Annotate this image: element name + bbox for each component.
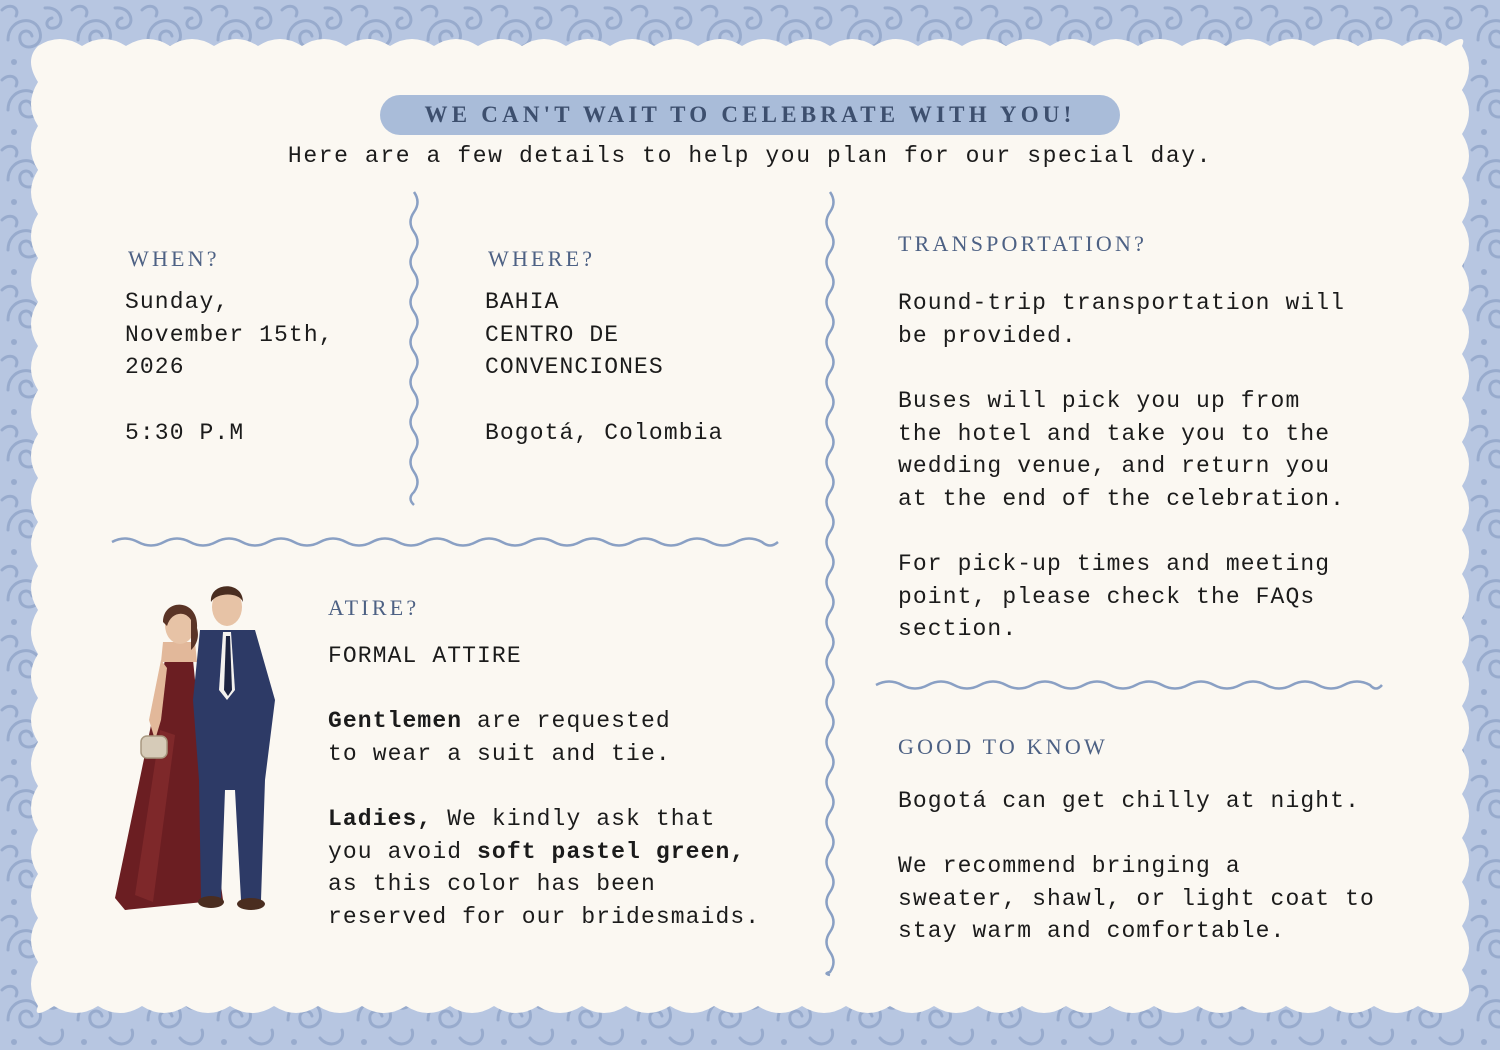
when-time: 5:30 P.M <box>125 420 245 446</box>
divider-vertical-left <box>411 192 418 505</box>
subtitle: Here are a few details to help you plan for our special day. <box>287 143 1213 169</box>
ladies-text-2: you avoid <box>328 838 478 865</box>
divider-horizontal-right <box>876 682 1382 689</box>
ladies-label: Ladies, <box>328 806 433 832</box>
divider-vertical-center <box>827 192 834 975</box>
transportation-heading: TRANSPORTATION? <box>898 231 1148 256</box>
good-to-know-p1: Bogotá can get chilly at night. <box>898 788 1360 814</box>
good-to-know-p2: We recommend bringing a sweater, shawl, or light coat to stay warm and comfortable. <box>898 853 1375 945</box>
ladies-text-3: as this color has been <box>328 871 656 898</box>
divider-horizontal-left <box>112 539 778 546</box>
ladies-text-1: We kindly ask that <box>432 806 716 832</box>
attire-dress-code: FORMAL ATTIRE <box>328 643 522 669</box>
attire-ladies <box>328 803 808 933</box>
banner-title: WE CAN'T WAIT TO CELEBRATE WITH YOU! <box>380 95 1120 135</box>
gentlemen-label: Gentlemen <box>328 708 463 734</box>
when-heading: WHEN? <box>128 246 220 271</box>
transportation-p2: Buses will pick you up from the hotel and take you to the wedding venue, and return you at the end of the celebration. <box>898 388 1346 512</box>
where-city: Bogotá, Colombia <box>485 420 724 446</box>
good-to-know-heading: GOOD TO KNOW <box>898 734 1108 759</box>
attire-gentlemen <box>328 705 798 770</box>
couple-illustration <box>105 580 305 925</box>
gentlemen-text-2: to wear a suit and tie. <box>328 740 671 767</box>
gentlemen-text-1: are requested <box>462 708 671 734</box>
attire-heading: ATIRE? <box>328 595 420 620</box>
transportation-p3: For pick-up times and meeting point, please check the FAQs section. <box>898 551 1331 643</box>
where-heading: WHERE? <box>488 246 596 271</box>
where-venue: BAHIA CENTRO DE CONVENCIONES <box>485 289 664 381</box>
when-date: Sunday, November 15th, 2026 <box>125 289 334 381</box>
ladies-text-4: reserved for our bridesmaids. <box>328 903 761 930</box>
transportation-p1: Round-trip transportation will be provided. <box>898 290 1346 349</box>
avoid-color-label: soft pastel green, <box>477 838 746 865</box>
